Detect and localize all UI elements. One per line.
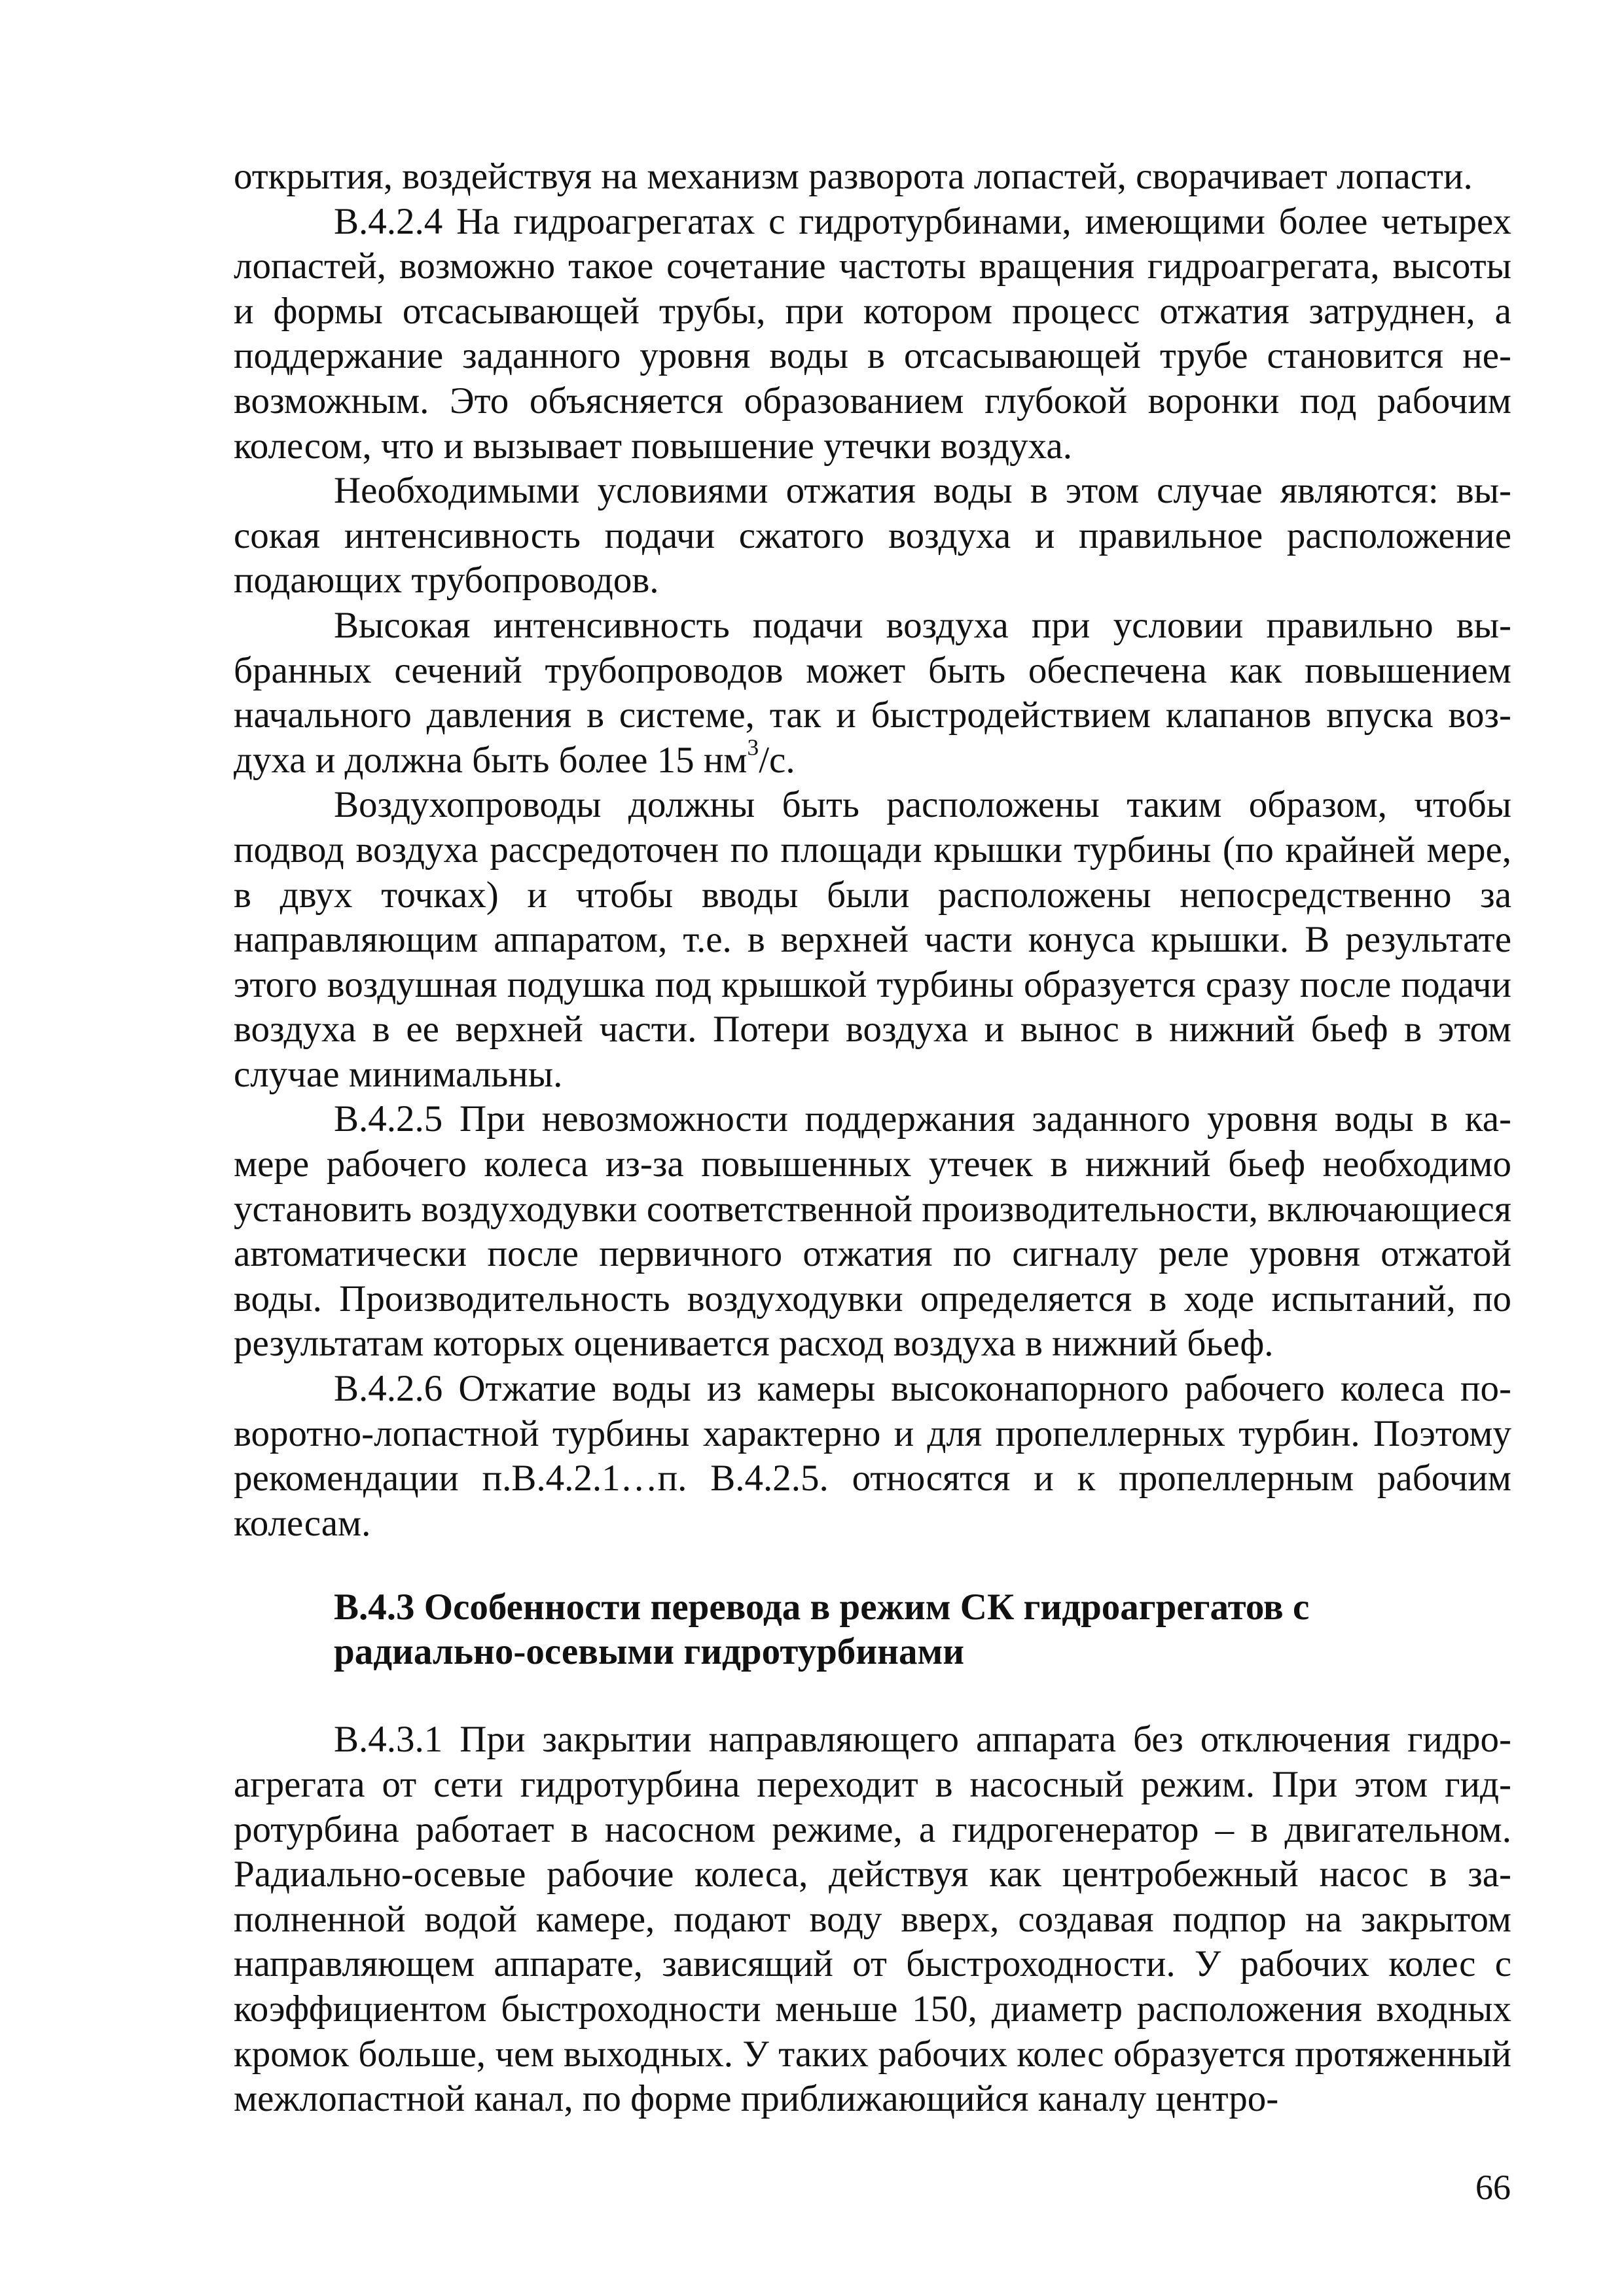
paragraph-b-4-2-6: В.4.2.6 Отжатие воды из камеры высоконапорного рабочего колеса поворотно-лопастной турбины характерно и для пропеллерных турбин. Поэтому рекомендации п.В.4.2.1…п. В.4.2.5. относятся и к пропеллерным рабочим колесам. bbox=[234, 1368, 1511, 1544]
section-heading-b-4-3 bbox=[334, 1585, 1447, 1674]
page-body bbox=[234, 154, 1511, 2122]
paragraph-b-4-2-5: В.4.2.5 При невозможности поддержания заданного уровня воды в камере рабочего колеса из-за повышенных утечек в нижний бьеф необходимо установить воздуходувки соответственной производительности, включающиеся автоматически после первичного отжатия по сигналу реле уровня отжатой воды. Производительность воздуходувки определяется в ходе испытаний, по результатам которых оценивается расход воздуха в нижний бьеф. bbox=[234, 1098, 1511, 1365]
paragraph-b-4-2-4: В.4.2.4 На гидроагрегатах с гидротурбинами, имеющими более четырех лопастей, возможно такое сочетание частоты вращения гидроагрегата, высоты и формы отсасывающей трубы, при котором процесс отжатия затруднен, а поддержание заданного уровня воды в отсасывающей трубе становится невозможным. Это объясняется образованием глубокой воронки под рабочим колесом, что и вызывает повышение утечки воздуха. bbox=[234, 200, 1511, 467]
superscript-cubic: 3 bbox=[747, 734, 759, 761]
section-heading-line-2: радиально-осевыми гидротурбинами bbox=[334, 1631, 965, 1673]
page-number: 66 bbox=[1475, 2168, 1511, 2207]
paragraph-air-ducts: Воздухопроводы должны быть расположены таким образом, чтобы подвод воздуха рассредоточен по площади крышки турбины (по крайней мере, в двух точках) и чтобы вводы были расположены непосредственно за направляющим аппаратом, т.е. в верхней части конуса крышки. В результате этого воздушная подушка под крышкой турбины образуется сразу после подачи воздуха в ее верхней части. Потери воздуха и вынос в нижний бьеф в этом случае минимальны. bbox=[234, 784, 1511, 1095]
paragraph-air-intensity bbox=[234, 603, 1511, 783]
paragraph-air-intensity-text: Высокая интенсивность подачи воздуха при условии правильно выбранных сечений трубопроводов может быть обеспечена как повышением начального давления в системе, так и быстродействием клапанов впуска воздуха и должна быть более 15 нм bbox=[234, 604, 1511, 781]
paragraph-conditions: Необходимыми условиями отжатия воды в этом случае являются: высокая интенсивность подачи сжатого воздуха и правильное расположение подающих трубопроводов. bbox=[234, 470, 1511, 601]
paragraph-b-4-3-1: В.4.3.1 При закрытии направляющего аппарата без отключения гидроагрегата от сети гидротурбина переходит в насосный режим. При этом гидротурбина работает в насосном режиме, а гидрогенератор – в двигательном. Радиально-осевые рабочие колеса, действуя как центробежный насос в заполненной водой камере, подают воду вверх, создавая подпор на закрытом направляющем аппарате, зависящий от быстроходности. У рабочих колес с коэффициентом быстроходности меньше 150, диаметр расположения входных кромок больше, чем выходных. У таких рабочих колес образуется протяженный межлопастной канал, по форме приближающийся каналу центро- bbox=[234, 1719, 1511, 2120]
section-heading-line-1: В.4.3 Особенности перевода в режим СК гидроагрегатов с bbox=[334, 1587, 1310, 1628]
paragraph-continuation: открытия, воздействуя на механизм разворота лопастей, сворачивает лопасти. bbox=[234, 156, 1473, 197]
paragraph-air-intensity-unit: /с. bbox=[759, 739, 795, 781]
